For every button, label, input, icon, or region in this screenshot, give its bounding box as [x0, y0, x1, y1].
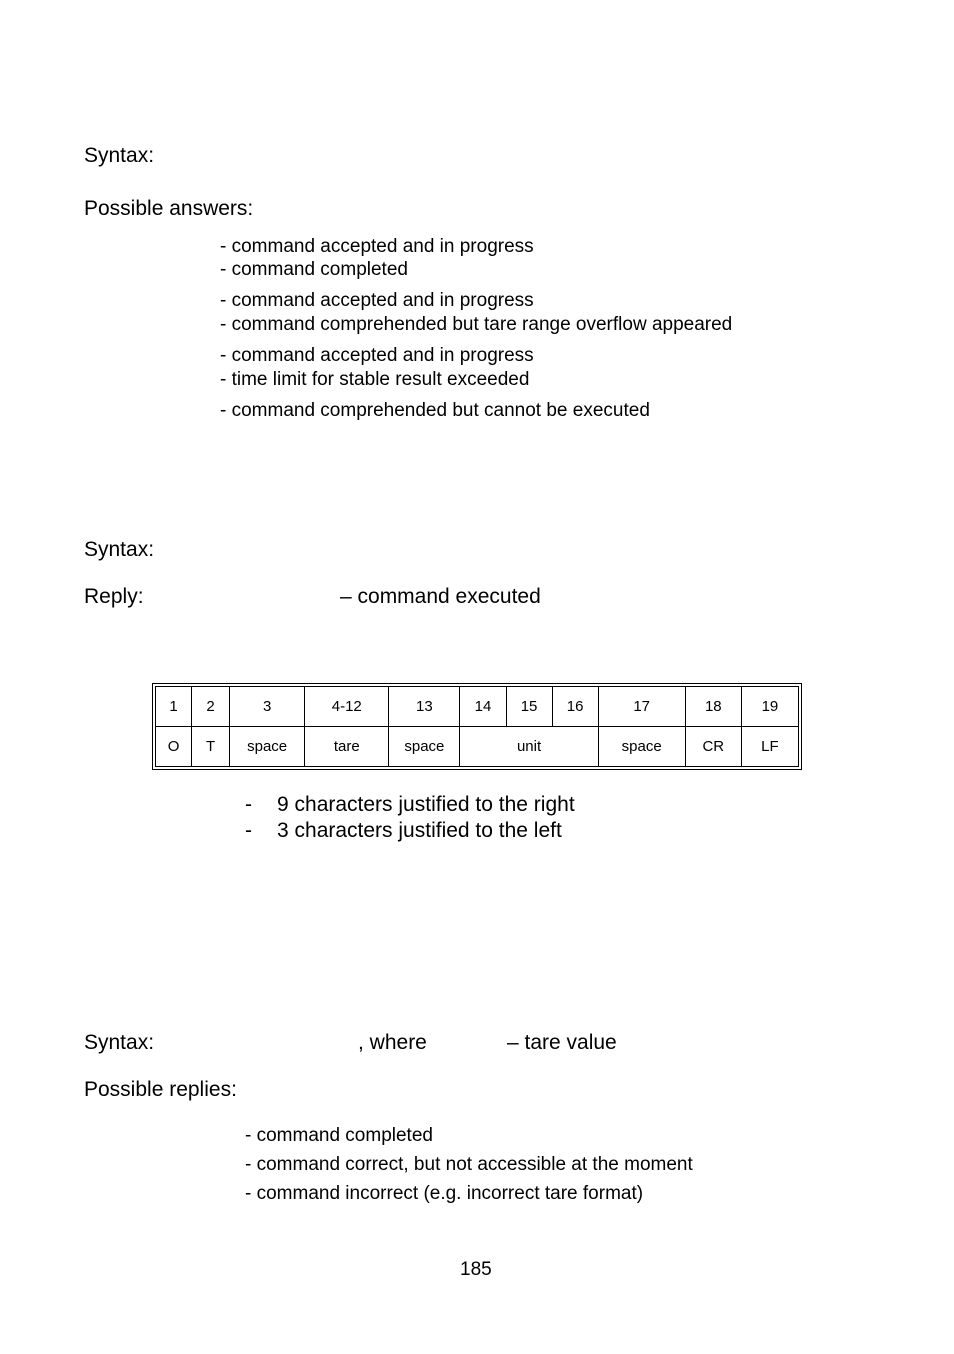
- frame-position-cell: 15: [506, 687, 552, 727]
- note-text: 3 characters justified to the left: [277, 819, 562, 842]
- note-text: 9 characters justified to the right: [277, 793, 575, 816]
- reply-item: - command incorrect (e.g. incorrect tare format): [245, 1183, 644, 1204]
- answer-item: - command accepted and in progress: [220, 290, 534, 311]
- answer-item: - command completed: [220, 259, 408, 280]
- frame-position-cell: 19: [741, 687, 798, 727]
- frame-position-cell: 13: [389, 687, 460, 727]
- answer-item: - command accepted and in progress: [220, 236, 534, 257]
- frame-contents-row: [156, 727, 799, 767]
- note-dash: -: [245, 819, 252, 842]
- possible-replies-label: Possible replies:: [84, 1078, 237, 1101]
- frame-content-cell: unit: [460, 727, 598, 767]
- syntax-label-2: Syntax:: [84, 538, 155, 561]
- reply-item: - command correct, but not accessible at the moment: [245, 1154, 693, 1175]
- frame-position-cell: 4-12: [305, 687, 389, 727]
- frame-position-cell: 16: [552, 687, 598, 727]
- syntax-label-1: Syntax:: [84, 144, 155, 167]
- answer-item: - time limit for stable result exceeded: [220, 369, 530, 390]
- frame-positions-row: [156, 687, 799, 727]
- answer-item: - command comprehended but cannot be executed: [220, 400, 650, 421]
- frame-position-cell: 14: [460, 687, 506, 727]
- frame-content-cell: space: [230, 727, 305, 767]
- frame-position-cell: 2: [192, 687, 230, 727]
- frame-position-cell: 3: [230, 687, 305, 727]
- reply-text: – command executed: [340, 585, 541, 608]
- reply-item: - command completed: [245, 1125, 433, 1146]
- frame-position-cell: 1: [156, 687, 192, 727]
- frame-content-cell: T: [192, 727, 230, 767]
- frame-position-cell: 18: [685, 687, 741, 727]
- response-frame-table: [152, 683, 802, 770]
- tare-value-text: – tare value: [507, 1031, 617, 1054]
- frame-content-cell: tare: [305, 727, 389, 767]
- reply-label: Reply:: [84, 585, 144, 608]
- frame-position-cell: 17: [598, 687, 685, 727]
- note-dash: -: [245, 793, 252, 816]
- page-number: 185: [460, 1259, 492, 1280]
- answer-item: - command accepted and in progress: [220, 345, 534, 366]
- where-text: , where: [358, 1031, 427, 1054]
- answer-item: - command comprehended but tare range overflow appeared: [220, 314, 733, 335]
- frame-content-cell: O: [156, 727, 192, 767]
- frame-content-cell: space: [598, 727, 685, 767]
- possible-answers-label: Possible answers:: [84, 197, 254, 220]
- syntax-label-3: Syntax:: [84, 1031, 155, 1054]
- frame-content-cell: CR: [685, 727, 741, 767]
- frame-content-cell: LF: [741, 727, 798, 767]
- frame-content-cell: space: [389, 727, 460, 767]
